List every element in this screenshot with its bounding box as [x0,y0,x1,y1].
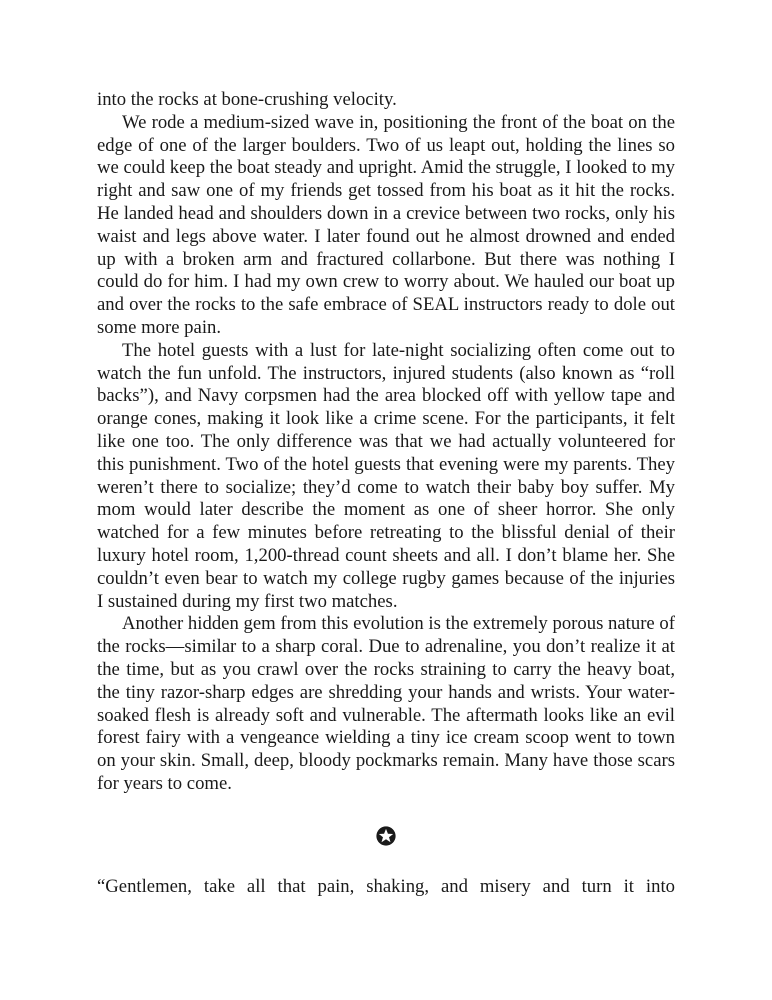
paragraph-hotel-guests: The hotel guests with a lust for late-night socializing often come out to watch the fun unfold. The instructors, injured students (also known as “roll backs”), and Navy corpsmen had the area blocked off with yellow tape and orange cones, making it look like a crime scene. For the participants, it felt like one too. The only difference was that we had actually volunteered for this punishment. Two of the hotel guests that evening were my parents. They weren’t there to socialize; they’d come to watch their baby boy suffer. My mom would later describe the moment as one of sheer horror. She only watched for a few minutes before retreating to the blissful denial of their luxury hotel room, 1,200-thread count sheets and all. I don’t blame her. She couldn’t even bear to watch my college rugby games because of the injuries I sustained during my first two matches. [97,339,675,612]
section-separator [97,796,675,876]
paragraph-porous-rocks: Another hidden gem from this evolution is the extremely porous nature of the rocks—similar to a sharp coral. Due to adrenaline, you don’t realize it at the time, but as you crawl over the rocks straining to carry the heavy boat, the tiny razor-sharp edges are shredding your hands and wrists. Your water-soaked flesh is already soft and vulnerable. The aftermath looks like an evil forest fairy with a vengeance wielding a tiny ice cream scoop went to town on your skin. Small, deep, bloody pockmarks remain. Many have those scars for years to come. [97,613,675,794]
paragraph-quote-start: “Gentlemen, take all that pain, shaking, and misery and turn it into [97,875,675,897]
star-in-circle-icon [375,825,397,847]
paragraph-boat-landing: We rode a medium-sized wave in, positioning the front of the boat on the edge of one of the larger boulders. Two of us leapt out, holding the lines so we could keep the boat steady and upright. Amid the struggle, I looked to my right and saw one of my friends get tossed from his boat as it hit the rocks. He landed head and shoulders down in a crevice between two rocks, only his waist and legs above water. I later found out he almost drowned and ended up with a broken arm and fractured collarbone. But there was nothing I could do for him. I had my own crew to worry about. We hauled our boat up and over the rocks to the safe embrace of SEAL instructors ready to dole out some more pain. [97,111,675,338]
paragraph-continuation: into the rocks at bone-crushing velocity. [97,89,397,110]
page-body [97,89,675,899]
